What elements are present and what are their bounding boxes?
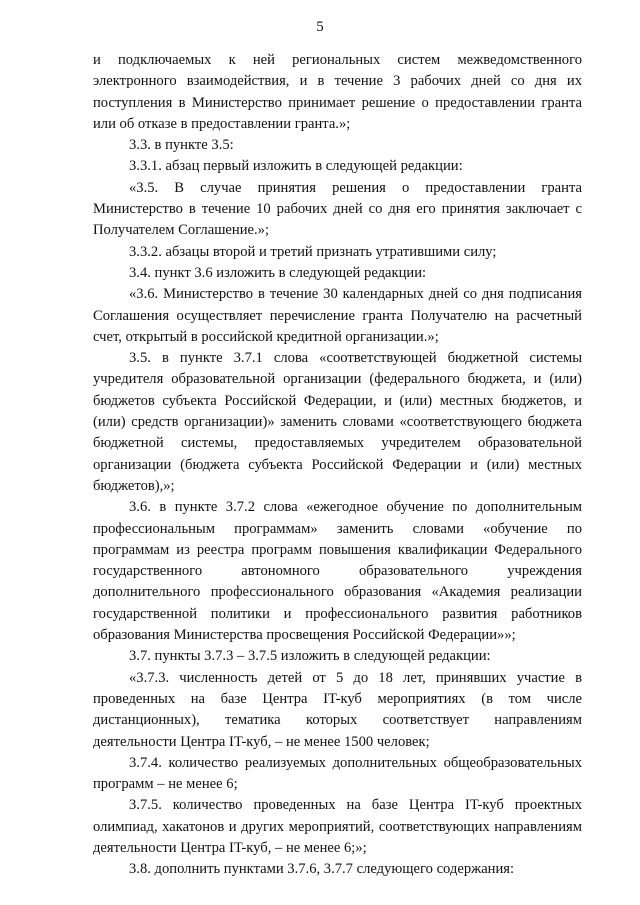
paragraph: 3.7.4. количество реализуемых дополнительных общеобразовательных программ – не менее 6; bbox=[93, 754, 582, 793]
paragraph: 3.3. в пункте 3.5: bbox=[129, 137, 234, 154]
paragraph: 3.6. в пункте 3.7.2 слова «ежегодное обучение по дополнительным профессиональным программам» заменить словами «обучение по программам из реестра программ повышения квалификации Федерального государственного автономного образовательного учреждения дополнительного профессионального образования «Академия реализации государственной политики и профессионального развития работников образования Министерства просвещения Российской Федерации»»; bbox=[93, 499, 582, 644]
paragraph: «3.7.3. численность детей от 5 до 18 лет, принявших участие в проведенных на базе Центра IT-куб мероприятиях (в том числе дистанционных), тематика которых соответствует направлениям деятельности Центра IT-куб, – не менее 1500 человек; bbox=[93, 669, 582, 750]
paragraph: 3.7. пункты 3.7.3 – 3.7.5 изложить в следующей редакции: bbox=[129, 648, 491, 665]
document-body bbox=[93, 50, 582, 881]
paragraph: 3.7.5. количество проведенных на базе Центра IT-куб проектных олимпиад, хакатонов и других мероприятий, соответствующих направлениям деятельности Центра IT-куб, – не менее 6;»; bbox=[93, 797, 582, 856]
page-number: 5 bbox=[316, 19, 324, 35]
paragraph: 3.3.2. абзацы второй и третий признать утратившими силу; bbox=[129, 243, 497, 260]
paragraph: 3.8. дополнить пунктами 3.7.6, 3.7.7 следующего содержания: bbox=[129, 861, 515, 878]
paragraph: «3.5. В случае принятия решения о предоставлении гранта Министерство в течение 10 рабочих дней со дня его принятия заключает с Получателем Соглашение.»; bbox=[93, 179, 582, 239]
paragraph: 3.3.1. абзац первый изложить в следующей редакции: bbox=[129, 158, 463, 175]
paragraph: «3.6. Министерство в течение 30 календарных дней со дня подписания Соглашения осуществляет перечисление гранта Получателю на расчетный счет, открытый в российской кредитной организации.»; bbox=[93, 286, 582, 345]
paragraph: 3.4. пункт 3.6 изложить в следующей редакции: bbox=[129, 264, 427, 281]
paragraph: и подключаемых к ней региональных систем межведомственного электронного взаимодействия, и в течение 3 рабочих дней со дня их поступления в Министерство принимает решение о предоставлении гранта или об отказе в предоставлении гранта.»; bbox=[93, 52, 582, 132]
paragraph: 3.5. в пункте 3.7.1 слова «соответствующей бюджетной системы учредителя образовательной организации (федерального бюджета, и (или) бюджетов субъекта Российской Федерации, и (или) местных бюджетов, и (или) средств организации)» заменить словами «соответствующего бюджета бюджетной системы, предоставляемых учредителем образовательной организации (бюджета субъекта Российской Федерации и (или) местных бюджетов),»; bbox=[93, 350, 582, 494]
